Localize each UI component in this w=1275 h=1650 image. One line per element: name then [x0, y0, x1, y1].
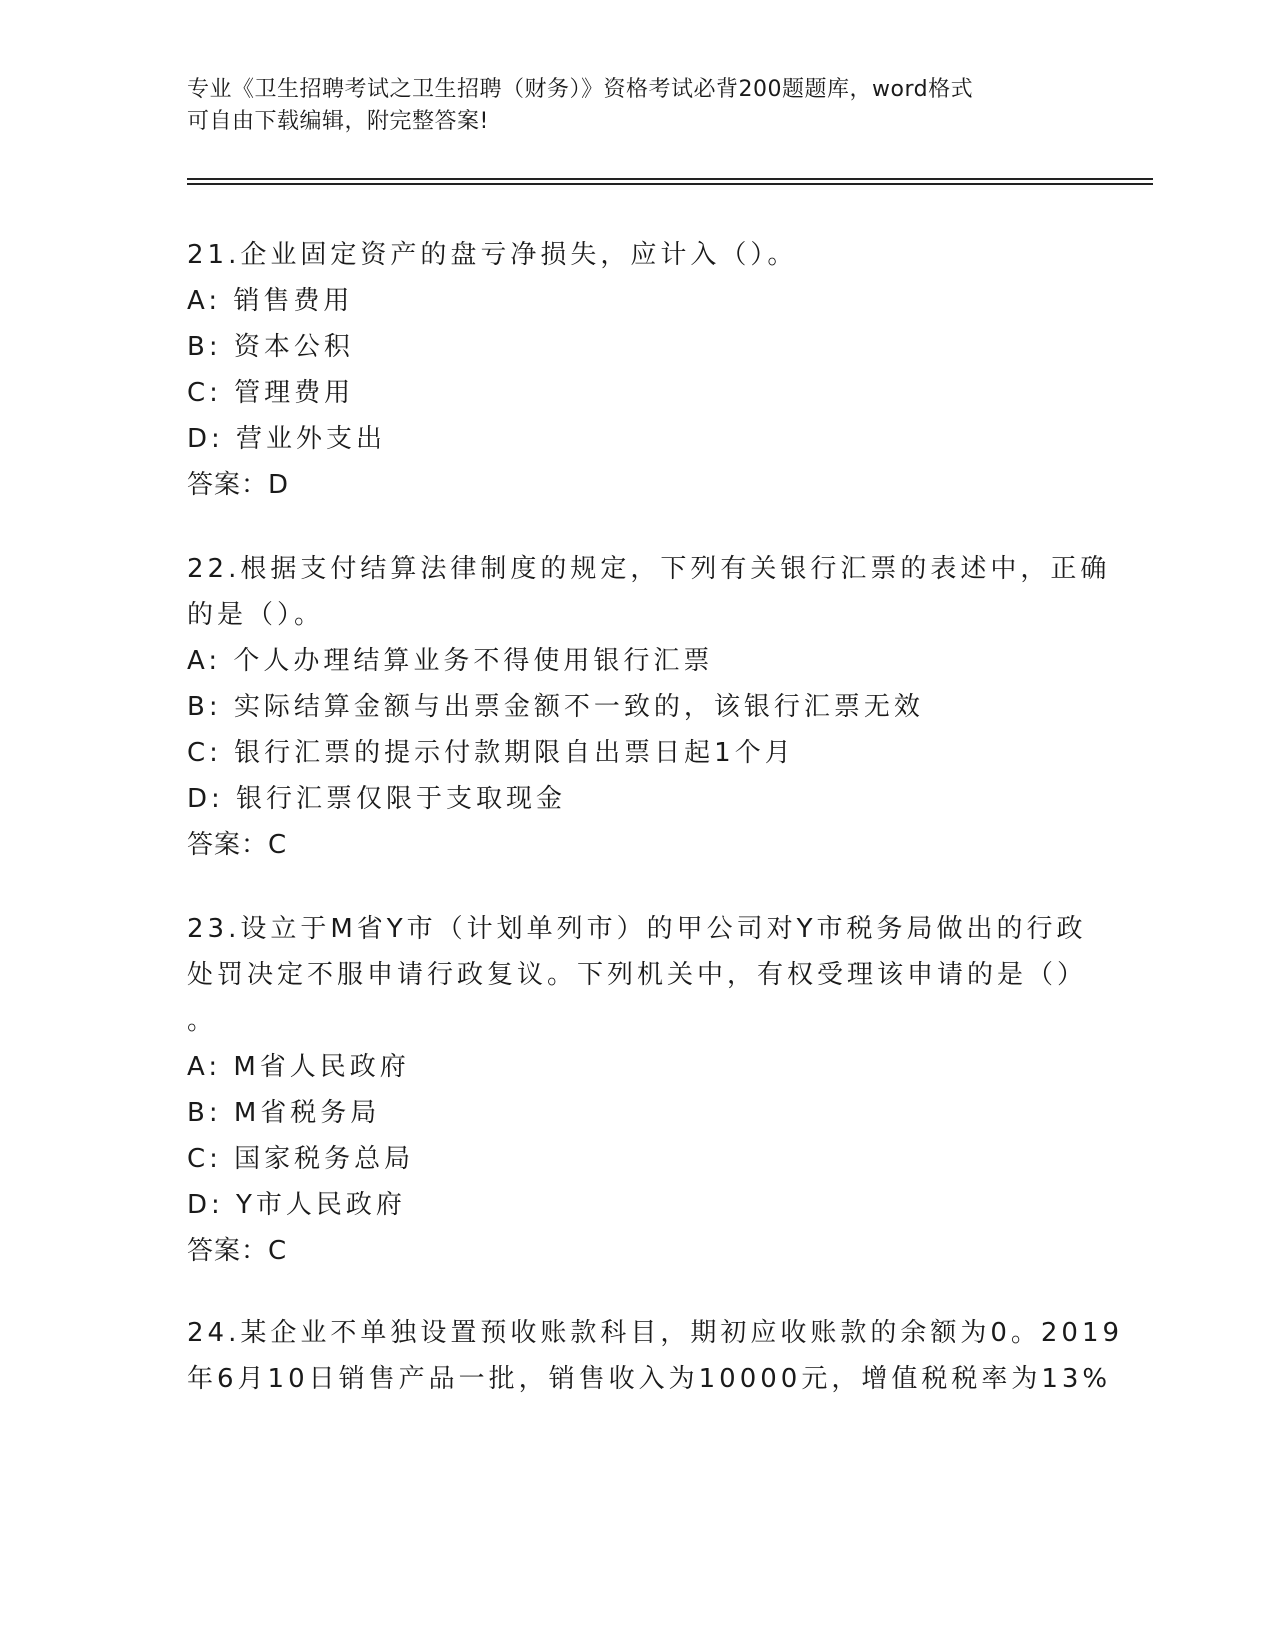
question-stem-cont: 处罚决定不服申请行政复议。下列机关中，有权受理该申请的是（） [187, 960, 1088, 990]
question-stem-cont: 年6月10日销售产品一批，销售收入为10000元，增值税税率为13% [187, 1364, 1112, 1394]
question-stem: 21.企业固定资产的盘亏净损失，应计入（）。 [187, 240, 798, 270]
question-23 [187, 906, 1087, 1274]
document-header [187, 74, 1067, 138]
header-line-1: 专业《卫生招聘考试之卫生招聘（财务）》资格考试必背200题题库，word格式 [187, 77, 974, 102]
question-stem: 23.设立于M省Y市（计划单列市）的甲公司对Y市税务局做出的行政 [187, 914, 1087, 944]
option-c: C: 国家税务总局 [187, 1144, 415, 1174]
answer-label: 答案：C [187, 1236, 288, 1266]
question-24 [187, 1310, 1124, 1402]
question-stem-cont: 的是（）。 [187, 600, 325, 630]
question-stem-cont-2: 。 [187, 1006, 218, 1036]
option-c: C: 银行汇票的提示付款期限自出票日起1个月 [187, 738, 795, 768]
option-d: D: 银行汇票仅限于支取现金 [187, 784, 567, 814]
option-a: A: M省人民政府 [187, 1052, 410, 1082]
question-21 [187, 232, 1087, 508]
question-22 [187, 546, 1111, 868]
answer-label: 答案：C [187, 830, 288, 860]
option-a: A: 个人办理结算业务不得使用银行汇票 [187, 646, 714, 676]
header-divider-bottom [187, 183, 1153, 185]
option-d: D: Y市人民政府 [187, 1190, 406, 1220]
option-c: C: 管理费用 [187, 378, 355, 408]
option-b: B: M省税务局 [187, 1098, 381, 1128]
option-a: A: 销售费用 [187, 286, 354, 316]
question-stem: 22.根据支付结算法律制度的规定，下列有关银行汇票的表述中，正确 [187, 554, 1111, 584]
option-b: B: 实际结算金额与出票金额不一致的，该银行汇票无效 [187, 692, 924, 722]
header-divider-top [187, 178, 1153, 180]
option-d: D: 营业外支出 [187, 424, 387, 454]
option-b: B: 资本公积 [187, 332, 354, 362]
answer-label: 答案：D [187, 470, 290, 500]
header-line-2: 可自由下载编辑，附完整答案! [187, 109, 489, 134]
question-stem: 24.某企业不单独设置预收账款科目，期初应收账款的余额为0。2019 [187, 1318, 1124, 1348]
